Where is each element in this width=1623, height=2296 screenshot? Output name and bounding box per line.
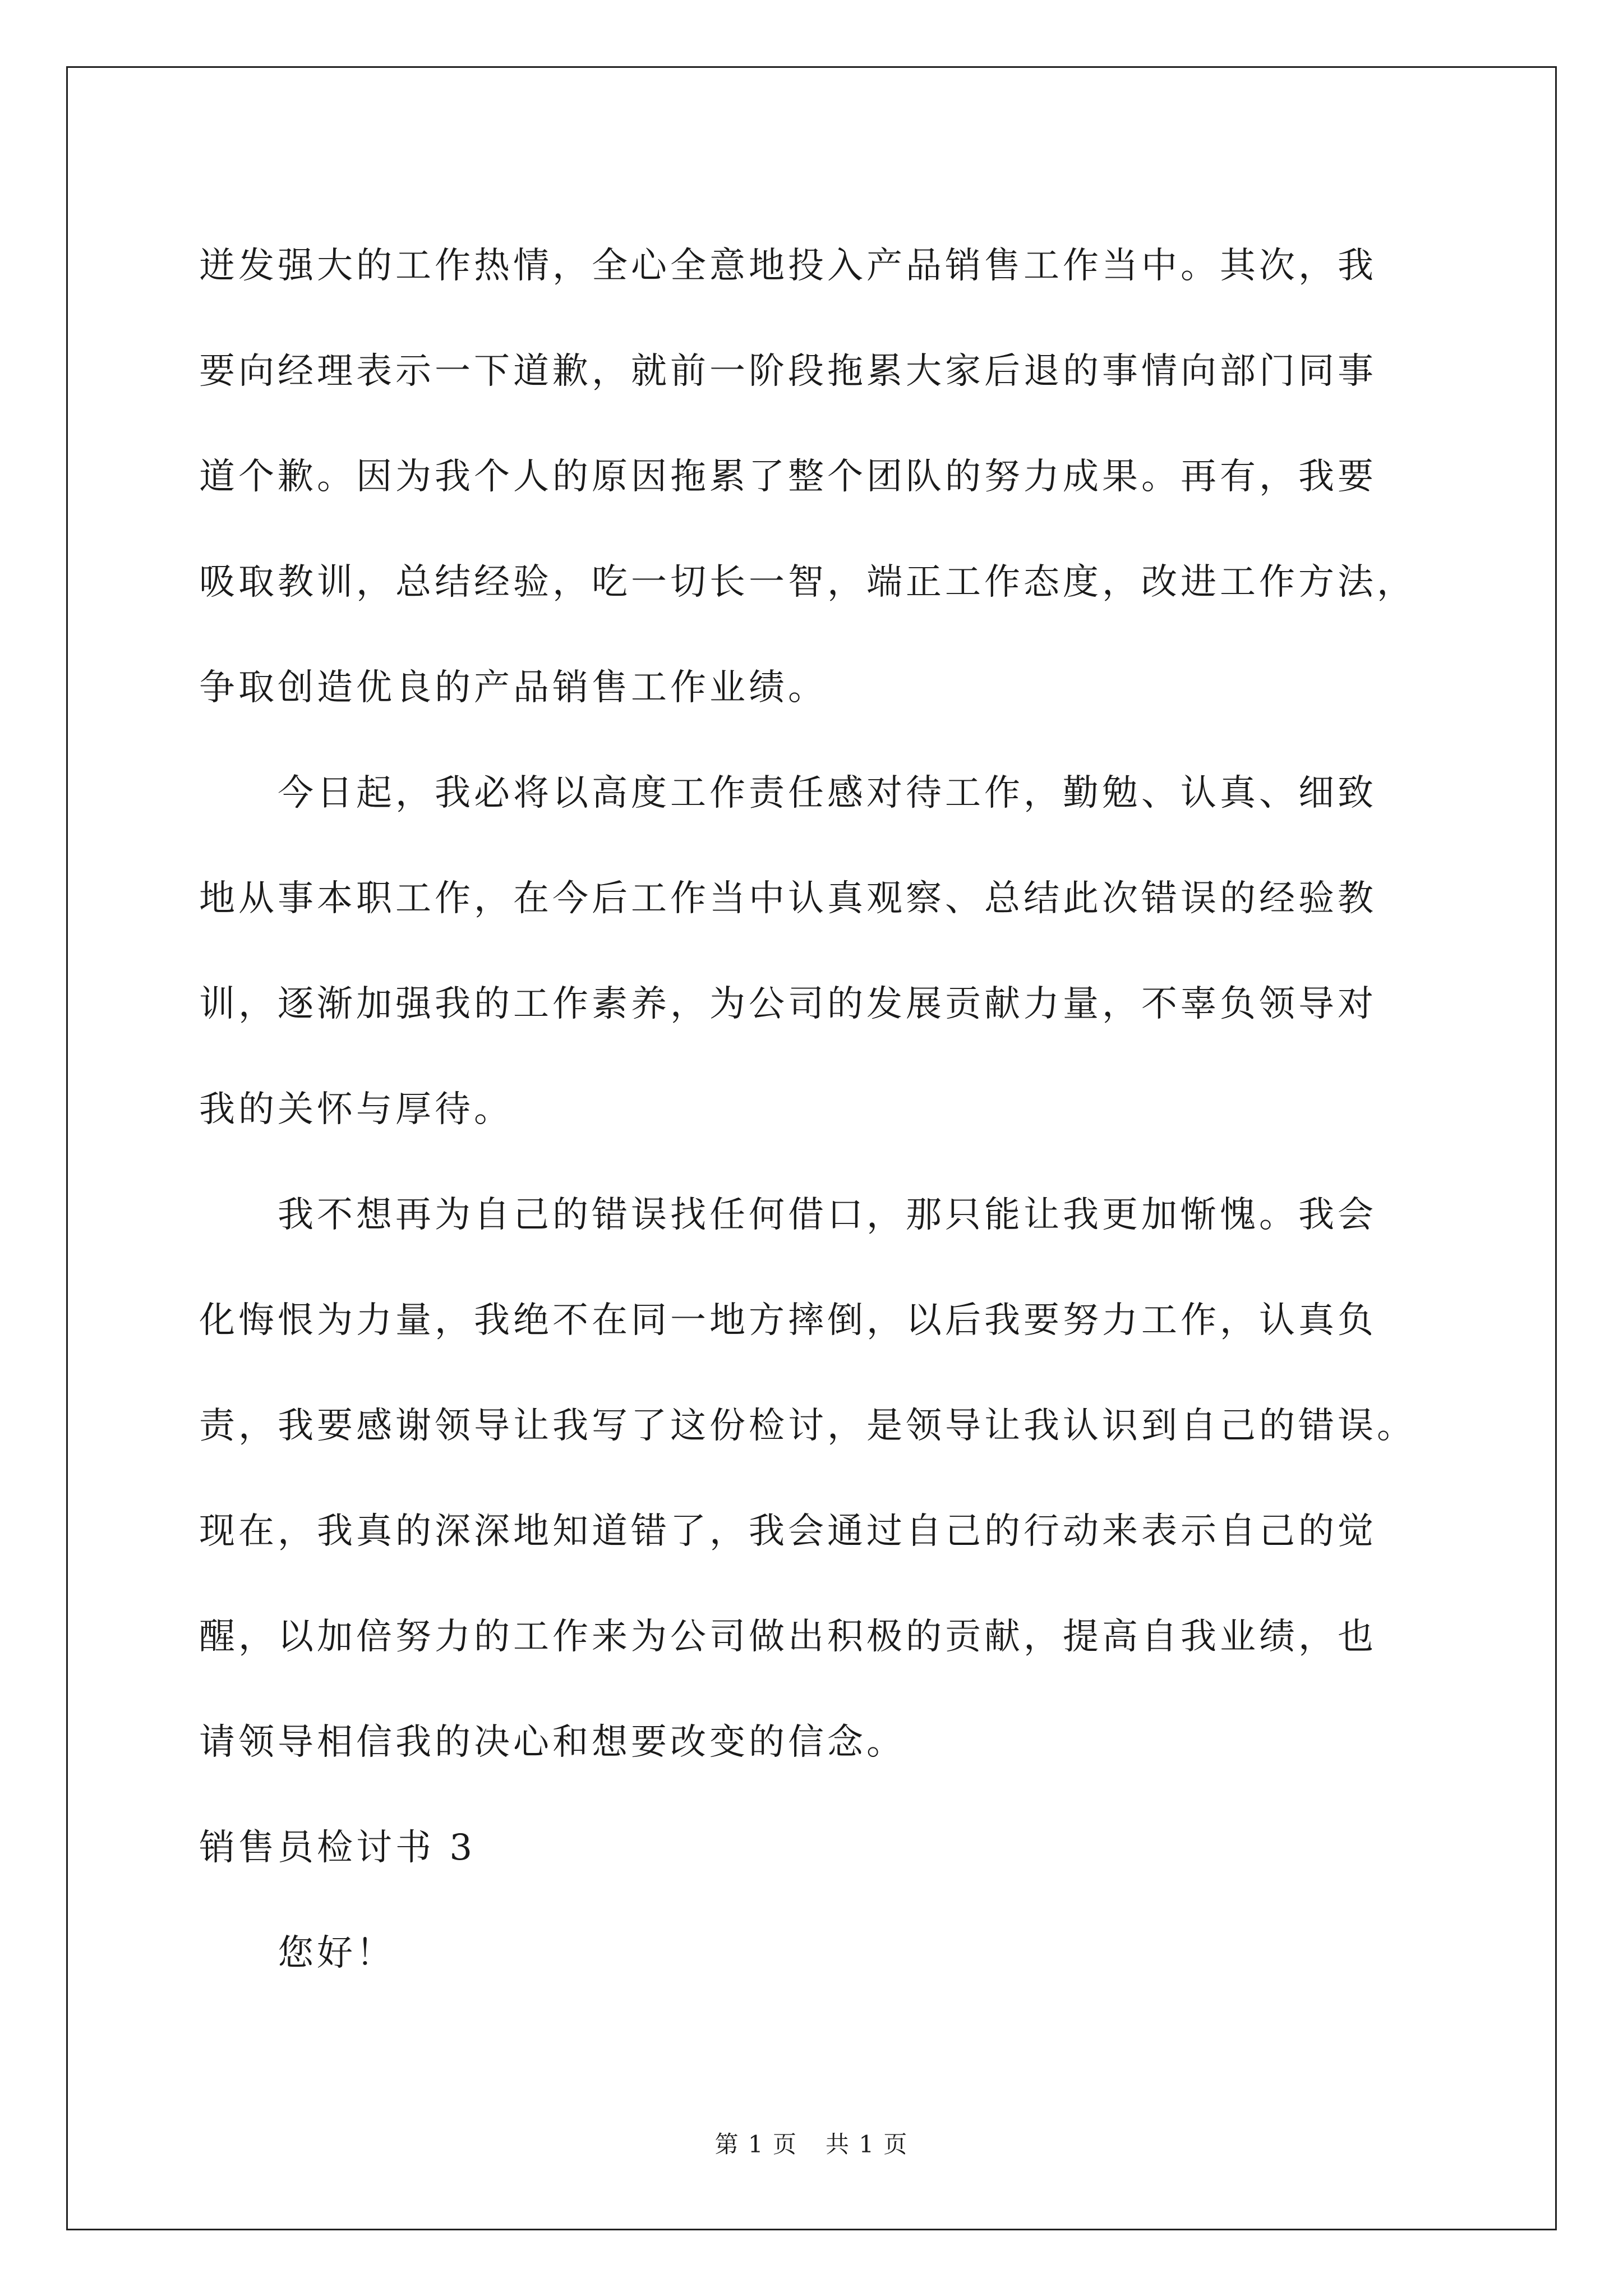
paragraph-2 <box>199 740 1461 1162</box>
document-body <box>199 224 1461 2006</box>
text-line: 我不想再为自己的错误找任何借口，那只能让我更加惭愧。我会 <box>278 1194 1377 1236</box>
text-line: 吸取教训，总结经验，吃一切长一智，端正工作态度，改进工作方法， <box>199 562 1416 603</box>
page-number-current: 第 1 页 <box>714 2131 797 2158</box>
text-line: 请领导相信我的决心和想要改变的信念。 <box>199 1722 906 1763</box>
page-number-total: 共 1 页 <box>826 2131 909 2158</box>
text-line: 化悔恨为力量，我绝不在同一地方摔倒，以后我要努力工作，认真负 <box>199 1300 1377 1341</box>
text-line: 醒，以加倍努力的工作来为公司做出积极的贡献，提高自我业绩，也 <box>199 1616 1377 1658</box>
text-line: 争取创造优良的产品销售工作业绩。 <box>199 667 827 708</box>
greeting-text: 您好！ <box>278 1932 395 1974</box>
page-footer <box>0 2126 1623 2160</box>
text-line: 迸发强大的工作热情，全心全意地投入产品销售工作当中。其次，我 <box>199 245 1377 287</box>
paragraph-3 <box>199 1162 1461 1795</box>
paragraph-1 <box>199 213 1461 740</box>
text-line: 道个歉。因为我个人的原因拖累了整个团队的努力成果。再有，我要 <box>199 456 1377 498</box>
text-line: 现在，我真的深深地知道错了，我会通过自己的行动来表示自己的觉 <box>199 1511 1377 1552</box>
section-heading: 销售员检讨书 3 <box>199 1827 476 1869</box>
text-line: 地从事本职工作，在今后工作当中认真观察、总结此次错误的经验教 <box>199 878 1377 919</box>
text-line: 要向经理表示一下道歉，就前一阶段拖累大家后退的事情向部门同事 <box>199 351 1377 392</box>
text-line: 今日起，我必将以高度工作责任感对待工作，勤勉、认真、细致 <box>278 772 1377 814</box>
text-line: 训，逐渐加强我的工作素养，为公司的发展贡献力量，不辜负领导对 <box>199 983 1377 1025</box>
text-line: 责，我要感谢领导让我写了这份检讨，是领导让我认识到自己的错误。 <box>199 1405 1416 1447</box>
text-line: 我的关怀与厚待。 <box>199 1089 513 1130</box>
greeting <box>199 1901 1461 2006</box>
